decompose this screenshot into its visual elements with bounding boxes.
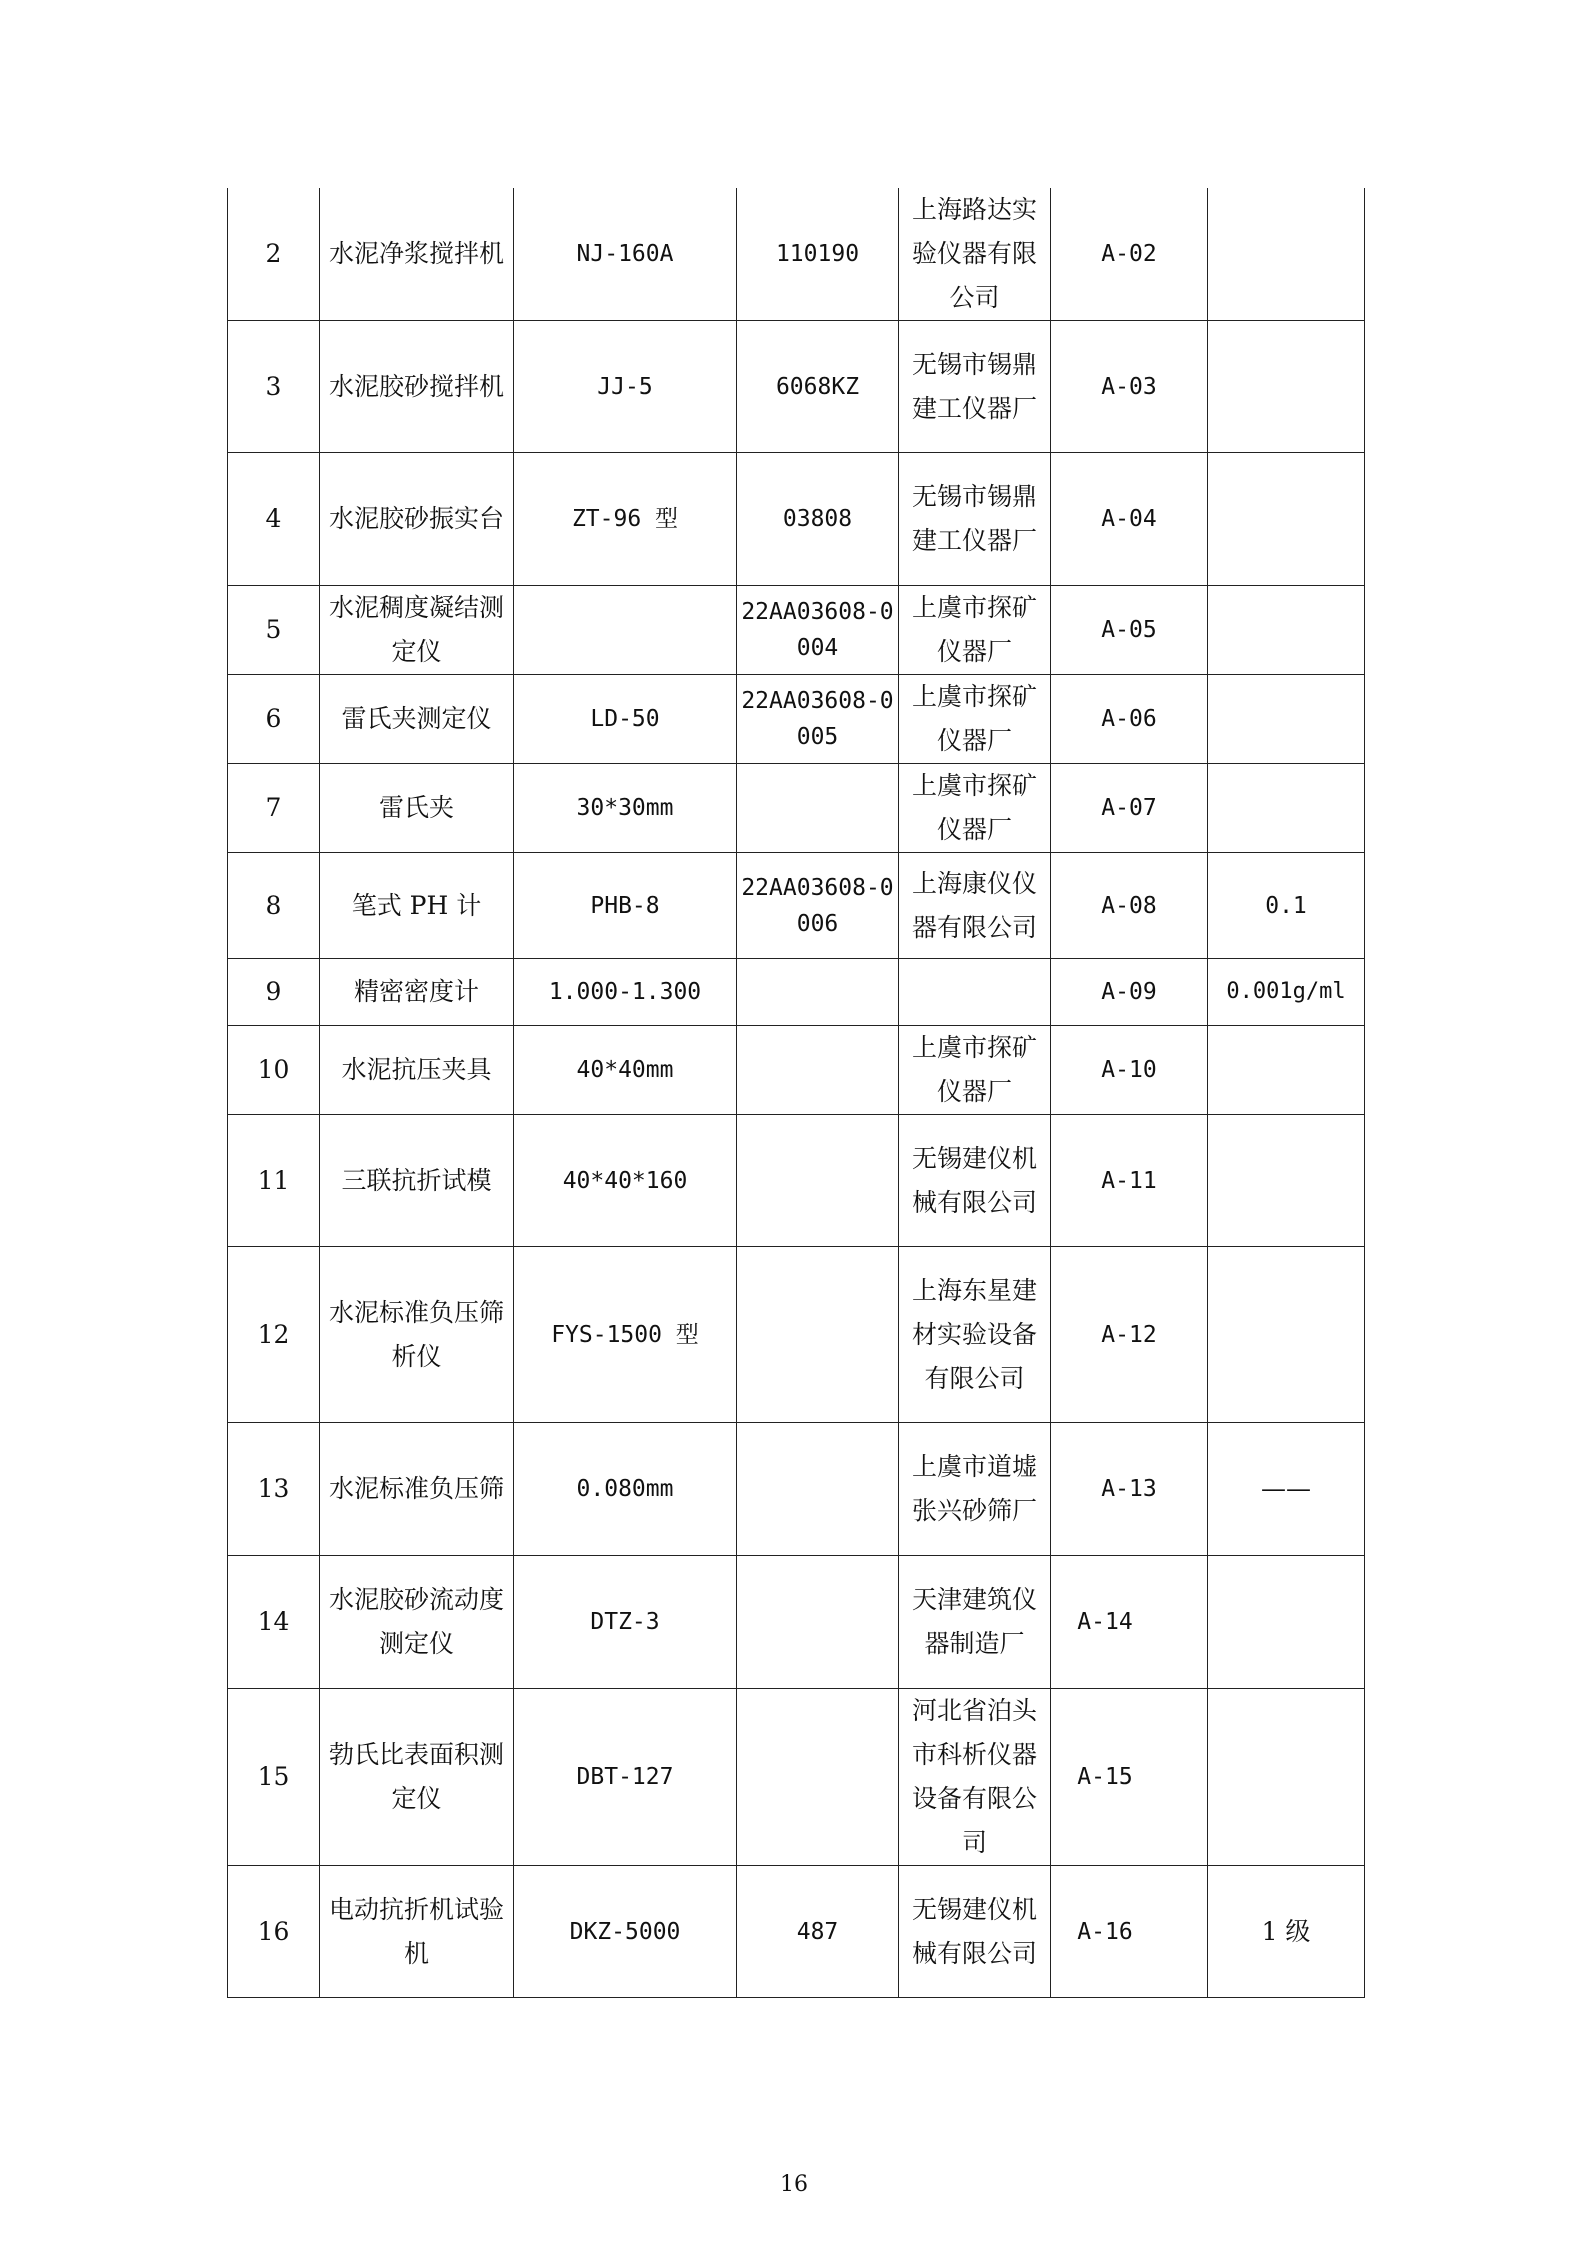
accuracy xyxy=(1208,586,1365,675)
model-spec: DTZ-3 xyxy=(514,1556,737,1689)
equipment-name: 三联抗折试模 xyxy=(320,1115,514,1247)
serial-number xyxy=(737,1115,899,1247)
model-spec: JJ-5 xyxy=(514,321,737,453)
serial-number xyxy=(737,1556,899,1689)
equipment-code: A-02 xyxy=(1051,188,1208,321)
row-number: 16 xyxy=(228,1866,320,1998)
equipment-table xyxy=(227,188,1365,1998)
row-number: 12 xyxy=(228,1247,320,1423)
model-spec: PHB-8 xyxy=(514,853,737,959)
equipment-name: 水泥胶砂流动度测定仪 xyxy=(320,1556,514,1689)
model-spec xyxy=(514,586,737,675)
equipment-name: 水泥标准负压筛 xyxy=(320,1423,514,1556)
equipment-code: A-10 xyxy=(1051,1026,1208,1115)
accuracy xyxy=(1208,321,1365,453)
row-number: 5 xyxy=(228,586,320,675)
table-row xyxy=(228,586,1365,675)
manufacturer: 上虞市探矿仪器厂 xyxy=(899,586,1051,675)
table-row xyxy=(228,1423,1365,1556)
accuracy: 0.1 xyxy=(1208,853,1365,959)
serial-number xyxy=(737,764,899,853)
manufacturer: 无锡市锡鼎建工仪器厂 xyxy=(899,321,1051,453)
equipment-name: 水泥抗压夹具 xyxy=(320,1026,514,1115)
manufacturer: 上虞市探矿仪器厂 xyxy=(899,1026,1051,1115)
row-number: 13 xyxy=(228,1423,320,1556)
accuracy: —— xyxy=(1208,1423,1365,1556)
manufacturer: 上虞市道墟张兴砂筛厂 xyxy=(899,1423,1051,1556)
model-spec: 30*30mm xyxy=(514,764,737,853)
table-row xyxy=(228,1689,1365,1866)
equipment-code: A-06 xyxy=(1051,675,1208,764)
serial-number xyxy=(737,959,899,1026)
accuracy xyxy=(1208,675,1365,764)
table-row xyxy=(228,1115,1365,1247)
accuracy xyxy=(1208,1689,1365,1866)
serial-number xyxy=(737,1026,899,1115)
serial-number xyxy=(737,1423,899,1556)
table-row xyxy=(228,853,1365,959)
equipment-name: 水泥净浆搅拌机 xyxy=(320,188,514,321)
equipment-code: A-05 xyxy=(1051,586,1208,675)
row-number: 3 xyxy=(228,321,320,453)
row-number: 4 xyxy=(228,453,320,586)
equipment-name: 雷氏夹测定仪 xyxy=(320,675,514,764)
serial-number: 03808 xyxy=(737,453,899,586)
accuracy: 0.001g/ml xyxy=(1208,959,1365,1026)
model-spec: FYS-1500 型 xyxy=(514,1247,737,1423)
manufacturer: 无锡市锡鼎建工仪器厂 xyxy=(899,453,1051,586)
model-spec: 40*40mm xyxy=(514,1026,737,1115)
model-spec: LD-50 xyxy=(514,675,737,764)
accuracy xyxy=(1208,1115,1365,1247)
model-spec: NJ-160A xyxy=(514,188,737,321)
model-spec: 1.000-1.300 xyxy=(514,959,737,1026)
model-spec: DKZ-5000 xyxy=(514,1866,737,1998)
equipment-name: 勃氏比表面积测定仪 xyxy=(320,1689,514,1866)
table-row xyxy=(228,764,1365,853)
manufacturer xyxy=(899,959,1051,1026)
row-number: 6 xyxy=(228,675,320,764)
equipment-name: 水泥胶砂振实台 xyxy=(320,453,514,586)
table-row xyxy=(228,321,1365,453)
equipment-name: 笔式 PH 计 xyxy=(320,853,514,959)
equipment-name: 水泥稠度凝结测定仪 xyxy=(320,586,514,675)
model-spec: ZT-96 型 xyxy=(514,453,737,586)
equipment-name: 精密密度计 xyxy=(320,959,514,1026)
manufacturer: 上虞市探矿仪器厂 xyxy=(899,764,1051,853)
manufacturer: 无锡建仪机械有限公司 xyxy=(899,1866,1051,1998)
equipment-code: A-15 xyxy=(1051,1689,1208,1866)
equipment-code: A-03 xyxy=(1051,321,1208,453)
row-number: 15 xyxy=(228,1689,320,1866)
accuracy: 1 级 xyxy=(1208,1866,1365,1998)
accuracy xyxy=(1208,1026,1365,1115)
equipment-code: A-07 xyxy=(1051,764,1208,853)
equipment-name: 雷氏夹 xyxy=(320,764,514,853)
row-number: 9 xyxy=(228,959,320,1026)
table-row xyxy=(228,453,1365,586)
serial-number xyxy=(737,1689,899,1866)
row-number: 7 xyxy=(228,764,320,853)
equipment-code: A-04 xyxy=(1051,453,1208,586)
model-spec: DBT-127 xyxy=(514,1689,737,1866)
table-row xyxy=(228,1026,1365,1115)
table-row xyxy=(228,188,1365,321)
serial-number xyxy=(737,1247,899,1423)
serial-number: 110190 xyxy=(737,188,899,321)
model-spec: 0.080mm xyxy=(514,1423,737,1556)
accuracy xyxy=(1208,1556,1365,1689)
equipment-code: A-12 xyxy=(1051,1247,1208,1423)
accuracy xyxy=(1208,188,1365,321)
equipment-code: A-11 xyxy=(1051,1115,1208,1247)
manufacturer: 无锡建仪机械有限公司 xyxy=(899,1115,1051,1247)
equipment-code: A-16 xyxy=(1051,1866,1208,1998)
table-row xyxy=(228,1247,1365,1423)
row-number: 2 xyxy=(228,188,320,321)
manufacturer: 上海路达实验仪器有限公司 xyxy=(899,188,1051,321)
accuracy xyxy=(1208,1247,1365,1423)
manufacturer: 上海康仪仪器有限公司 xyxy=(899,853,1051,959)
table-row xyxy=(228,675,1365,764)
row-number: 11 xyxy=(228,1115,320,1247)
equipment-name: 电动抗折机试验机 xyxy=(320,1866,514,1998)
serial-number: 6068KZ xyxy=(737,321,899,453)
equipment-code: A-09 xyxy=(1051,959,1208,1026)
manufacturer: 上海东星建材实验设备有限公司 xyxy=(899,1247,1051,1423)
manufacturer: 天津建筑仪器制造厂 xyxy=(899,1556,1051,1689)
page-number: 16 xyxy=(780,2172,808,2197)
serial-number: 22AA03608-0005 xyxy=(737,675,899,764)
serial-number: 22AA03608-0004 xyxy=(737,586,899,675)
serial-number: 22AA03608-0006 xyxy=(737,853,899,959)
equipment-name: 水泥标准负压筛析仪 xyxy=(320,1247,514,1423)
row-number: 10 xyxy=(228,1026,320,1115)
serial-number: 487 xyxy=(737,1866,899,1998)
row-number: 8 xyxy=(228,853,320,959)
manufacturer: 上虞市探矿仪器厂 xyxy=(899,675,1051,764)
accuracy xyxy=(1208,764,1365,853)
table-row xyxy=(228,1866,1365,1998)
table-row xyxy=(228,959,1365,1026)
equipment-code: A-08 xyxy=(1051,853,1208,959)
accuracy xyxy=(1208,453,1365,586)
equipment-code: A-14 xyxy=(1051,1556,1208,1689)
model-spec: 40*40*160 xyxy=(514,1115,737,1247)
manufacturer: 河北省泊头市科析仪器设备有限公司 xyxy=(899,1689,1051,1866)
row-number: 14 xyxy=(228,1556,320,1689)
table-row xyxy=(228,1556,1365,1689)
equipment-name: 水泥胶砂搅拌机 xyxy=(320,321,514,453)
equipment-code: A-13 xyxy=(1051,1423,1208,1556)
